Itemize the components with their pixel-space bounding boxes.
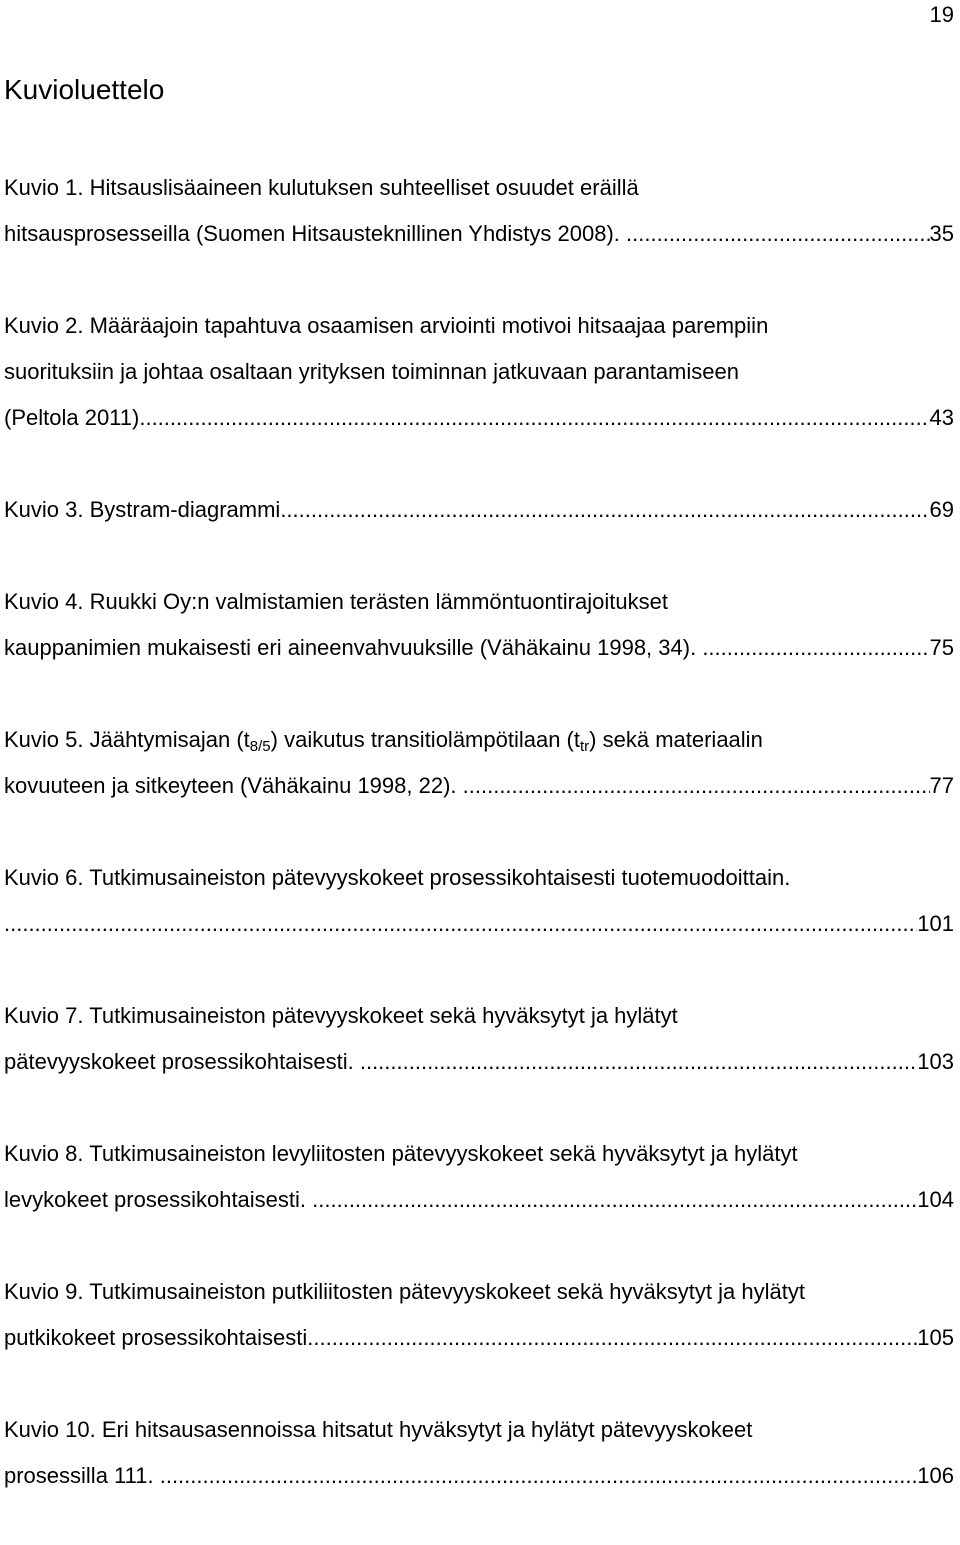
figure-4-last-line [4,625,954,671]
figure-9-caption-end: putkikokeet prosessikohtaisesti [4,1325,308,1350]
dot-leader [626,211,929,257]
figure-3-caption: Kuvio 3. Bystram-diagrammi [4,497,281,522]
dot-leader [4,901,917,947]
figure-entry-2[interactable] [4,303,954,441]
figure-10-caption: Kuvio 10. Eri hitsausasennoissa hitsatut hyväksytyt ja hylätyt pätevyyskokeet [4,1417,753,1442]
figure-2-caption-end: (Peltola 2011) [4,405,140,430]
figure-3-last-line [4,487,954,533]
figure-7-caption: Kuvio 7. Tutkimusaineiston pätevyyskokeet sekä hyväksytyt ja hylätyt [4,1003,678,1028]
figure-10-caption-end: prosessilla 111. [4,1463,160,1488]
figure-entry-1[interactable] [4,165,954,257]
figure-entry-9[interactable] [4,1269,954,1361]
figure-entry-3[interactable] [4,487,954,533]
dot-leader [307,1315,917,1361]
figure-7-page: 103 [917,1049,954,1074]
figure-9-last-line [4,1315,954,1361]
figure-2-last-line [4,395,954,441]
figure-1-caption-end: hitsausprosesseilla (Suomen Hitsausteknillinen Yhdistys 2008). [4,221,627,246]
figure-2-caption: Kuvio 2. Määräajoin tapahtuva osaamisen arviointi motivoi hitsaajaa parempiin [4,313,769,338]
subscript-8-5: 8/5 [249,738,271,755]
figure-9-caption: Kuvio 9. Tutkimusaineiston putkiliitosten pätevyyskokeet sekä hyväksytyt ja hylätyt [4,1279,805,1304]
dot-leader [463,763,930,809]
figure-entry-5[interactable] [4,717,954,809]
figure-9-page: 105 [917,1325,954,1350]
figure-5-caption-part-a: Kuvio 5. Jäähtymisajan (t [4,727,250,752]
figure-8-page: 104 [917,1187,954,1212]
figure-8-caption-end: levykokeet prosessikohtaisesti. [4,1187,313,1212]
figure-5-caption-part-b: ) vaikutus transitiolämpötilaan (t [270,727,580,752]
figure-list [4,165,954,1545]
figure-5-caption-end: kovuuteen ja sitkeyteen (Vähäkainu 1998, 22). [4,773,463,798]
dot-leader [280,487,929,533]
figure-6-page: 101 [917,911,954,936]
figure-1-page: 35 [929,221,954,246]
figure-7-caption-end: pätevyyskokeet prosessikohtaisesti. [4,1049,360,1074]
subscript-tr: tr [580,738,590,755]
figure-entry-10[interactable] [4,1407,954,1499]
figure-5-caption [4,717,954,763]
figure-2-page: 43 [929,405,954,430]
figure-entry-7[interactable] [4,993,954,1085]
figure-5-page: 77 [929,773,954,798]
figure-3-page: 69 [929,497,954,522]
figure-4-page: 75 [929,635,954,660]
dot-leader [312,1177,917,1223]
figure-entry-6[interactable] [4,855,954,947]
dot-leader [160,1453,918,1499]
figure-entry-8[interactable] [4,1131,954,1223]
page-title: Kuvioluettelo [4,74,165,105]
dot-leader [702,625,929,671]
figure-8-last-line [4,1177,954,1223]
figure-1-caption: Kuvio 1. Hitsauslisäaineen kulutuksen suhteelliset osuudet eräillä [4,175,639,200]
figure-entry-4[interactable] [4,579,954,671]
figure-5-last-line [4,763,954,809]
dot-leader [360,1039,917,1085]
figure-5-caption-part-c: ) sekä materiaalin [589,727,763,752]
page-number: 19 [929,2,954,27]
figure-4-caption-end: kauppanimien mukaisesti eri aineenvahvuuksille (Vähäkainu 1998, 34). [4,635,703,660]
figure-1-last-line [4,211,954,257]
figure-10-last-line [4,1453,954,1499]
figure-4-caption: Kuvio 4. Ruukki Oy:n valmistamien terästen lämmöntuontirajoitukset [4,589,668,614]
dot-leader [139,395,929,441]
figure-7-last-line [4,1039,954,1085]
figure-10-page: 106 [917,1463,954,1488]
figure-6-caption: Kuvio 6. Tutkimusaineiston pätevyyskokeet prosessikohtaisesti tuotemuodoittain. [4,865,791,890]
figure-6-last-line [4,901,954,947]
figure-2-caption-cont: suorituksiin ja johtaa osaltaan yrityksen toiminnan jatkuvaan parantamiseen [4,359,739,384]
figure-8-caption: Kuvio 8. Tutkimusaineiston levyliitosten pätevyyskokeet sekä hyväksytyt ja hylätyt [4,1141,798,1166]
